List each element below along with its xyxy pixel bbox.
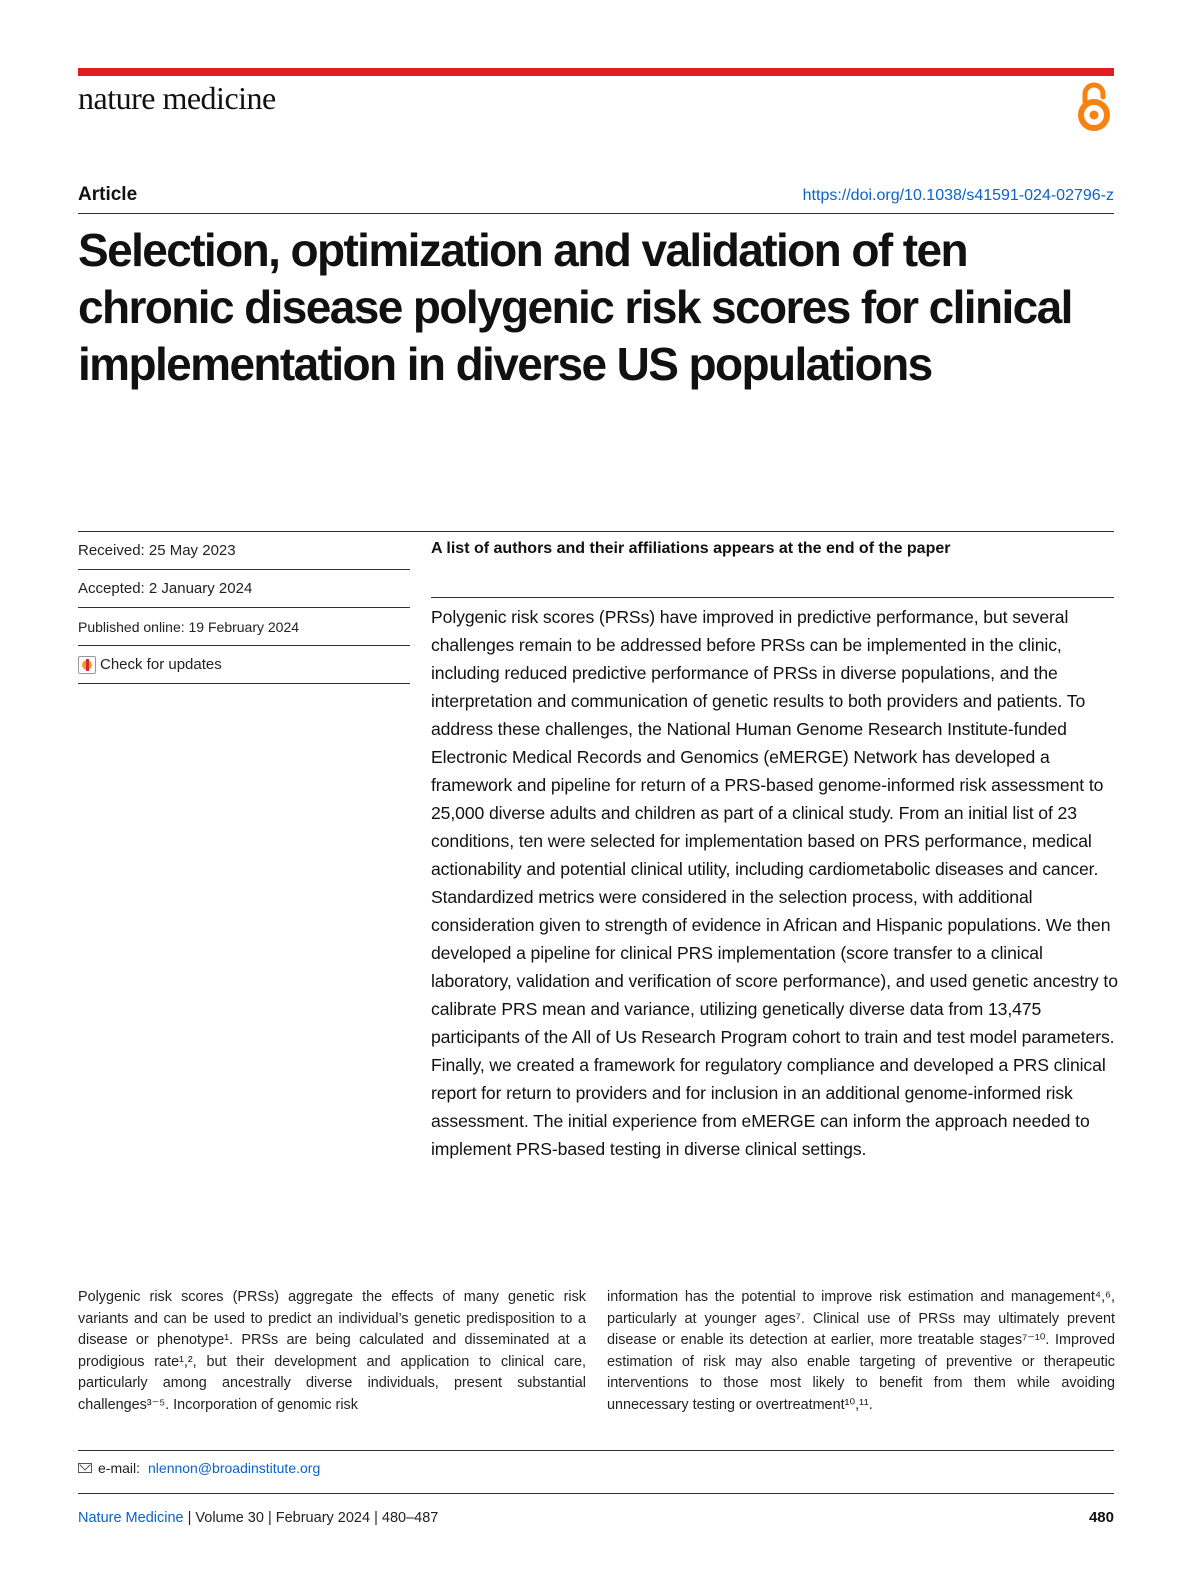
footer-citation (78, 1510, 438, 1526)
received-date: Received: 25 May 2023 (78, 532, 410, 570)
article-type: Article (78, 184, 138, 205)
mail-icon (78, 1463, 92, 1473)
email-link[interactable]: nlennon@broadinstitute.org (148, 1460, 321, 1476)
article-dates (78, 532, 410, 684)
authors-note: A list of authors and their affiliations appears at the end of the paper (431, 540, 951, 557)
divider (78, 213, 1114, 214)
email-label: e-mail: (98, 1460, 141, 1476)
journal-name: nature medicine (78, 80, 276, 116)
intro-column-right: information has the potential to improve risk estimation and management⁴,⁶, particularly at younger ages⁷. Clinical use of PRSs may ultimately prevent disease or enable its detection at earlier, more treatable stages⁷⁻¹⁰. Improved estimation of risk may also enable targeting of preventive or therapeutic interventions to those most likely to benefit from them while avoiding unnecessary testing or overtreatment¹⁰,¹¹. (607, 1289, 1115, 1413)
article-title: Selection, optimization and validation of ten chronic disease polygenic risk scores for clinical implementation in diverse US populations (78, 224, 1072, 390)
journal-accent-bar (78, 68, 1114, 76)
divider (431, 597, 1114, 598)
page-number: 480 (1088, 1509, 1114, 1526)
published-date: Published online: 19 February 2024 (78, 608, 410, 646)
footer-journal-link[interactable]: Nature Medicine (78, 1510, 184, 1526)
doi-link[interactable]: https://doi.org/10.1038/s41591-024-02796-z (802, 187, 1114, 204)
intro-column-left: Polygenic risk scores (PRSs) aggregate the effects of many genetic risk variants and can be used to predict an individual’s genetic predisposition to a disease or phenotype¹. PRSs are being calculated and disseminated at a prodigious rate¹,², but their development and application to clinical care, particularly among ancestrally diverse individuals, present substantial challenges³⁻⁵. Incorporation of genomic risk (78, 1289, 586, 1413)
divider (78, 1493, 1114, 1494)
abstract: Polygenic risk scores (PRSs) have improved in predictive performance, but several challenges remain to be addressed before PRSs can be implemented in the clinic, including reduced predictive performance of PRSs in diverse populations, and the interpretation and communication of genetic results to both providers and patients. To address these challenges, the National Human Genome Research Institute-funded Electronic Medical Records and Genomics (eMERGE) Network has developed a framework and pipeline for return of a PRS-based genome-informed risk assessment to 25,000 diverse adults and children as part of a clinical study. From an initial list of 23 conditions, ten were selected for implementation based on PRS performance, medical actionability and potential clinical utility, including cardiometabolic diseases and cancer. Standardized metrics were considered in the selection process, with additional consideration given to strength of evidence in African and Hispanic populations. We then developed a pipeline for clinical PRS implementation (score transfer to a clinical laboratory, validation and verification of score performance), and used genetic ancestry to calibrate PRS mean and variance, utilizing genetically diverse data from 13,475 participants of the All of Us Research Program cohort to train and test model parameters. Finally, we created a framework for regulatory compliance and developed a PRS clinical report for return to providers and for inclusion in an additional genome-informed risk assessment. The initial experience from eMERGE can inform the approach needed to implement PRS-based testing in diverse clinical settings. (431, 607, 1118, 1159)
check-updates-link[interactable] (78, 646, 410, 684)
open-access-icon (1074, 80, 1114, 132)
footer-volume-info: | Volume 30 | February 2024 | 480–487 (183, 1510, 439, 1526)
contact-email (78, 1460, 320, 1476)
check-updates-label: Check for updates (100, 656, 222, 673)
check-updates-icon (78, 656, 96, 674)
divider (78, 1450, 1114, 1451)
accepted-date: Accepted: 2 January 2024 (78, 570, 410, 608)
